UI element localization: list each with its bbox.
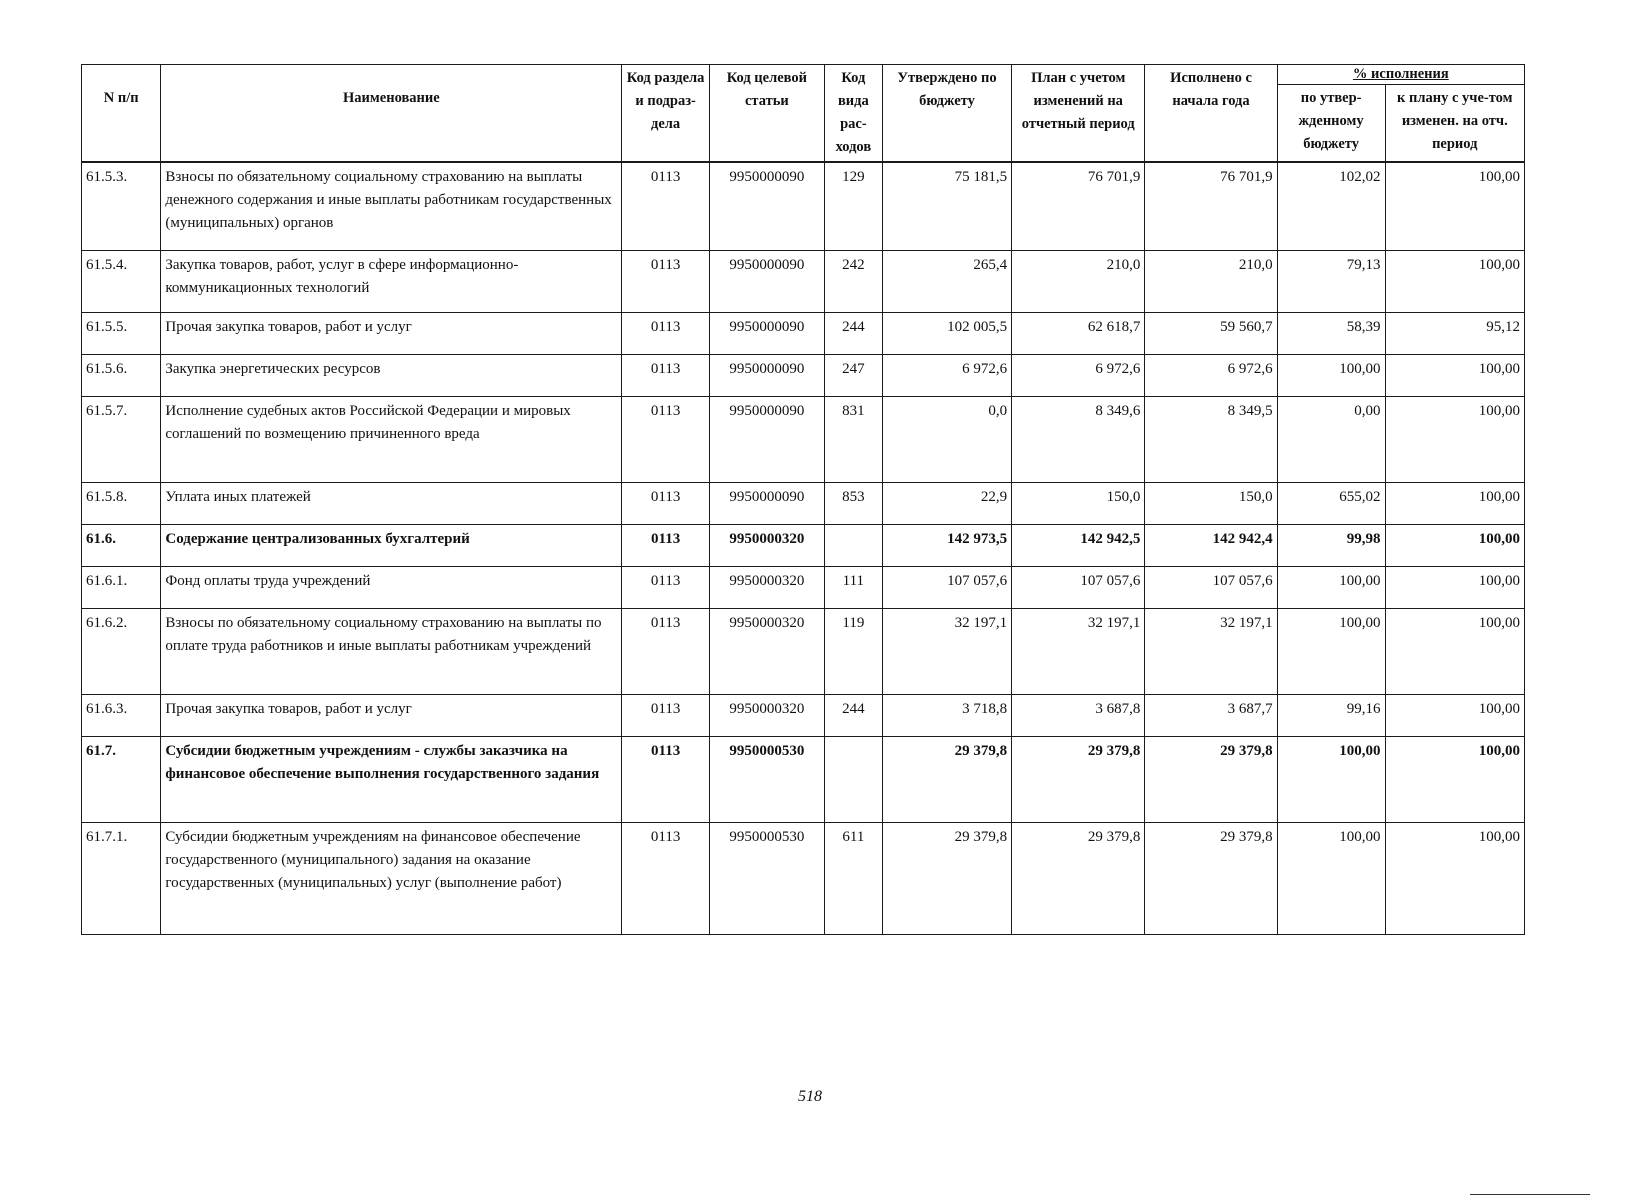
row-section-code: 0113 — [622, 482, 710, 524]
table-row — [82, 312, 1525, 354]
header-pct-budget: по утвер-жденному бюджету — [1277, 84, 1385, 162]
header-target-code: Код целевой статьи — [709, 65, 824, 163]
row-pct-budget: 0,00 — [1277, 396, 1385, 482]
row-target-code: 9950000090 — [709, 250, 824, 312]
row-executed: 59 560,7 — [1145, 312, 1277, 354]
row-executed: 8 349,5 — [1145, 396, 1277, 482]
row-plan: 8 349,6 — [1012, 396, 1145, 482]
row-target-code: 9950000090 — [709, 162, 824, 250]
row-expense-code: 611 — [824, 822, 882, 934]
row-target-code: 9950000530 — [709, 736, 824, 822]
row-expense-code: 111 — [824, 566, 882, 608]
table-row — [82, 524, 1525, 566]
row-number: 61.6. — [82, 524, 161, 566]
row-executed: 3 687,7 — [1145, 694, 1277, 736]
row-approved: 265,4 — [882, 250, 1011, 312]
row-target-code: 9950000090 — [709, 354, 824, 396]
row-name: Содержание централизованных бухгалтерий — [161, 524, 622, 566]
row-plan: 32 197,1 — [1012, 608, 1145, 694]
row-pct-plan: 100,00 — [1385, 566, 1524, 608]
row-section-code: 0113 — [622, 396, 710, 482]
row-executed: 107 057,6 — [1145, 566, 1277, 608]
row-executed: 6 972,6 — [1145, 354, 1277, 396]
row-number: 61.6.2. — [82, 608, 161, 694]
table-row — [82, 482, 1525, 524]
row-number: 61.5.6. — [82, 354, 161, 396]
row-approved: 32 197,1 — [882, 608, 1011, 694]
row-section-code: 0113 — [622, 608, 710, 694]
row-pct-plan: 100,00 — [1385, 354, 1524, 396]
row-executed: 76 701,9 — [1145, 162, 1277, 250]
row-expense-code: 831 — [824, 396, 882, 482]
row-target-code: 9950000090 — [709, 312, 824, 354]
scan-mark — [1470, 1194, 1590, 1195]
row-name: Взносы по обязательному социальному страхованию на выплаты денежного содержания и иные выплаты работникам государственных (муниципальных) органов — [161, 162, 622, 250]
row-target-code: 9950000320 — [709, 566, 824, 608]
table-row — [82, 736, 1525, 822]
row-approved: 102 005,5 — [882, 312, 1011, 354]
row-approved: 107 057,6 — [882, 566, 1011, 608]
row-pct-budget: 58,39 — [1277, 312, 1385, 354]
row-pct-budget: 99,98 — [1277, 524, 1385, 566]
row-pct-plan: 95,12 — [1385, 312, 1524, 354]
row-pct-budget: 100,00 — [1277, 736, 1385, 822]
row-executed: 210,0 — [1145, 250, 1277, 312]
row-plan: 150,0 — [1012, 482, 1145, 524]
row-pct-budget: 99,16 — [1277, 694, 1385, 736]
row-approved: 3 718,8 — [882, 694, 1011, 736]
row-target-code: 9950000320 — [709, 608, 824, 694]
table-row — [82, 250, 1525, 312]
row-pct-budget: 655,02 — [1277, 482, 1385, 524]
row-pct-plan: 100,00 — [1385, 524, 1524, 566]
row-approved: 29 379,8 — [882, 736, 1011, 822]
row-section-code: 0113 — [622, 354, 710, 396]
row-pct-plan: 100,00 — [1385, 822, 1524, 934]
table-row — [82, 694, 1525, 736]
row-number: 61.7.1. — [82, 822, 161, 934]
page-number: 518 — [798, 1088, 822, 1105]
row-section-code: 0113 — [622, 736, 710, 822]
row-approved: 142 973,5 — [882, 524, 1011, 566]
row-approved: 22,9 — [882, 482, 1011, 524]
row-pct-budget: 79,13 — [1277, 250, 1385, 312]
table-row — [82, 566, 1525, 608]
row-number: 61.5.3. — [82, 162, 161, 250]
header-section-code: Код раздела и подраз-дела — [622, 65, 710, 163]
row-target-code: 9950000530 — [709, 822, 824, 934]
row-pct-budget: 100,00 — [1277, 566, 1385, 608]
row-name: Субсидии бюджетным учреждениям на финансовое обеспечение государственного (муниципального) задания на оказание государственных (муниципальных) услуг (выполнение работ) — [161, 822, 622, 934]
row-pct-plan: 100,00 — [1385, 162, 1524, 250]
row-expense-code: 247 — [824, 354, 882, 396]
row-expense-code: 244 — [824, 694, 882, 736]
row-expense-code — [824, 736, 882, 822]
header-num: N п/п — [82, 65, 161, 163]
row-name: Закупка товаров, работ, услуг в сфере информационно-коммуникационных технологий — [161, 250, 622, 312]
row-expense-code: 242 — [824, 250, 882, 312]
budget-table — [81, 64, 1525, 935]
row-pct-plan: 100,00 — [1385, 608, 1524, 694]
row-pct-budget: 100,00 — [1277, 354, 1385, 396]
row-plan: 62 618,7 — [1012, 312, 1145, 354]
row-pct-budget: 100,00 — [1277, 608, 1385, 694]
row-expense-code: 119 — [824, 608, 882, 694]
row-expense-code: 244 — [824, 312, 882, 354]
row-number: 61.5.8. — [82, 482, 161, 524]
row-approved: 6 972,6 — [882, 354, 1011, 396]
table-body — [82, 162, 1525, 934]
row-name: Закупка энергетических ресурсов — [161, 354, 622, 396]
row-plan: 6 972,6 — [1012, 354, 1145, 396]
row-target-code: 9950000320 — [709, 694, 824, 736]
row-approved: 0,0 — [882, 396, 1011, 482]
row-approved: 75 181,5 — [882, 162, 1011, 250]
row-name: Исполнение судебных актов Российской Федерации и мировых соглашений по возмещению причиненного вреда — [161, 396, 622, 482]
row-target-code: 9950000320 — [709, 524, 824, 566]
row-pct-budget: 100,00 — [1277, 822, 1385, 934]
row-target-code: 9950000090 — [709, 482, 824, 524]
row-executed: 142 942,4 — [1145, 524, 1277, 566]
row-number: 61.7. — [82, 736, 161, 822]
row-section-code: 0113 — [622, 162, 710, 250]
row-section-code: 0113 — [622, 250, 710, 312]
header-executed: Исполнено с начала года — [1145, 65, 1277, 163]
row-plan: 76 701,9 — [1012, 162, 1145, 250]
row-expense-code: 853 — [824, 482, 882, 524]
row-pct-plan: 100,00 — [1385, 694, 1524, 736]
row-executed: 150,0 — [1145, 482, 1277, 524]
table-row — [82, 608, 1525, 694]
row-plan: 3 687,8 — [1012, 694, 1145, 736]
header-name: Наименование — [161, 65, 622, 163]
row-pct-plan: 100,00 — [1385, 396, 1524, 482]
row-number: 61.5.4. — [82, 250, 161, 312]
row-target-code: 9950000090 — [709, 396, 824, 482]
row-approved: 29 379,8 — [882, 822, 1011, 934]
row-name: Прочая закупка товаров, работ и услуг — [161, 694, 622, 736]
row-plan: 142 942,5 — [1012, 524, 1145, 566]
row-section-code: 0113 — [622, 694, 710, 736]
row-number: 61.6.1. — [82, 566, 161, 608]
row-number: 61.5.7. — [82, 396, 161, 482]
row-name: Фонд оплаты труда учреждений — [161, 566, 622, 608]
row-executed: 32 197,1 — [1145, 608, 1277, 694]
row-plan: 29 379,8 — [1012, 822, 1145, 934]
row-number: 61.6.3. — [82, 694, 161, 736]
header-plan: План с учетом изменений на отчетный период — [1012, 65, 1145, 163]
row-executed: 29 379,8 — [1145, 736, 1277, 822]
row-plan: 210,0 — [1012, 250, 1145, 312]
row-section-code: 0113 — [622, 312, 710, 354]
row-pct-plan: 100,00 — [1385, 736, 1524, 822]
row-name: Прочая закупка товаров, работ и услуг — [161, 312, 622, 354]
row-plan: 107 057,6 — [1012, 566, 1145, 608]
row-pct-plan: 100,00 — [1385, 482, 1524, 524]
table-row — [82, 354, 1525, 396]
row-number: 61.5.5. — [82, 312, 161, 354]
row-plan: 29 379,8 — [1012, 736, 1145, 822]
row-name: Субсидии бюджетным учреждениям - службы заказчика на финансовое обеспечение выполнения государственного задания — [161, 736, 622, 822]
row-expense-code — [824, 524, 882, 566]
row-pct-budget: 102,02 — [1277, 162, 1385, 250]
header-expense-code: Код вида рас-ходов — [824, 65, 882, 163]
row-section-code: 0113 — [622, 822, 710, 934]
header-pct-group: % исполнения — [1277, 65, 1524, 85]
table-row — [82, 162, 1525, 250]
row-executed: 29 379,8 — [1145, 822, 1277, 934]
row-name: Уплата иных платежей — [161, 482, 622, 524]
table-row — [82, 396, 1525, 482]
table-row — [82, 822, 1525, 934]
row-pct-plan: 100,00 — [1385, 250, 1524, 312]
header-approved: Утверждено по бюджету — [882, 65, 1011, 163]
row-section-code: 0113 — [622, 524, 710, 566]
header-pct-plan: к плану с уче-том изменен. на отч. период — [1385, 84, 1524, 162]
row-name: Взносы по обязательному социальному страхованию на выплаты по оплате труда работников и иные выплаты работникам учреждений — [161, 608, 622, 694]
row-section-code: 0113 — [622, 566, 710, 608]
row-expense-code: 129 — [824, 162, 882, 250]
